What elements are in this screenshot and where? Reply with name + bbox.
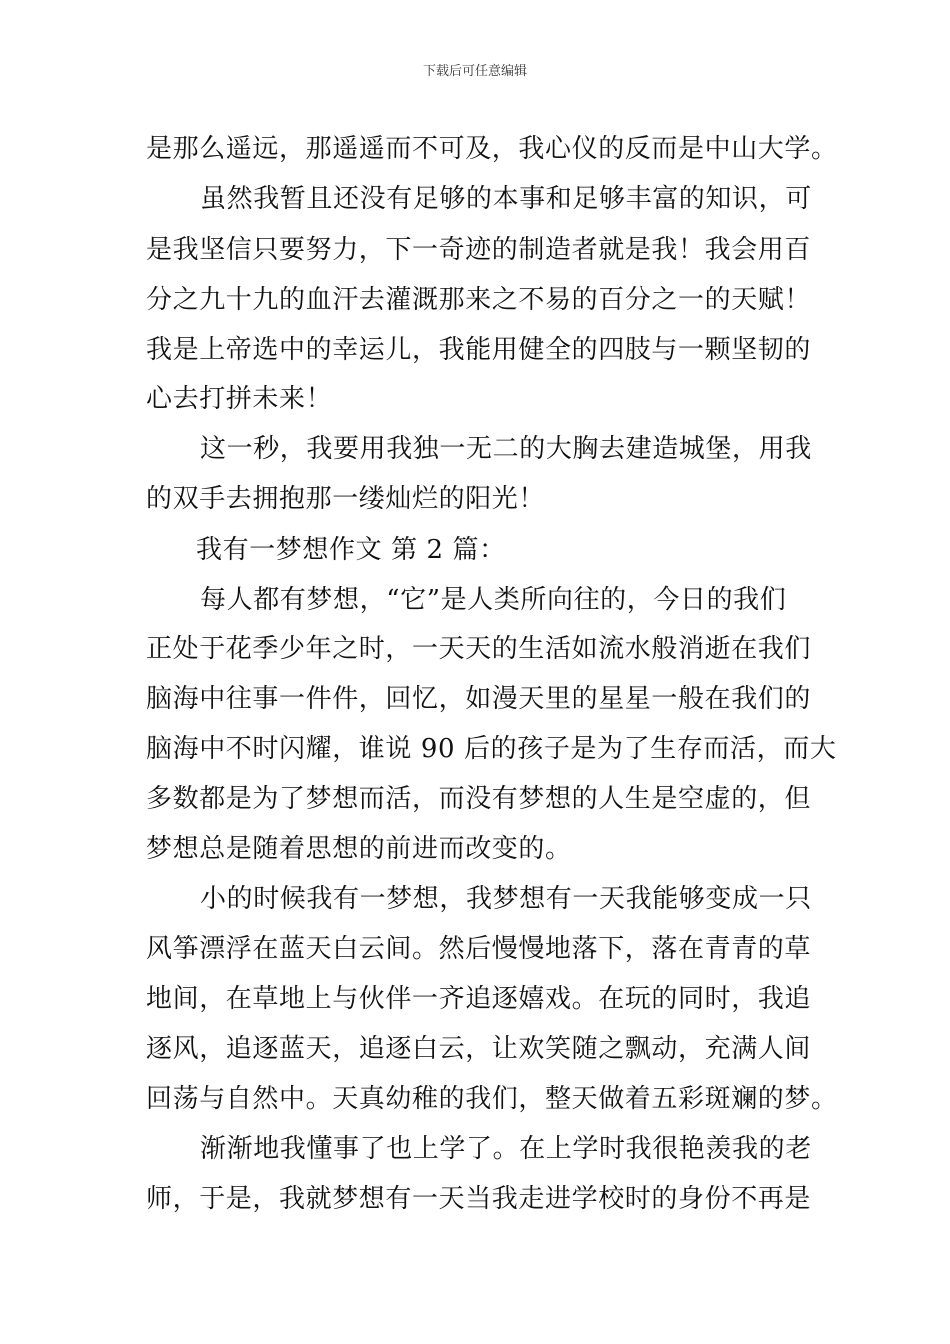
- text-line-21: 渐渐地我懂事了也上学了。在上学时我很艳羡我的老: [200, 1134, 812, 1164]
- text-line-7: 这一秒，我要用我独一无二的大胸去建造城堡，用我: [200, 434, 812, 464]
- text-line-12: 脑海中往事一件件，回忆，如漫天里的星星一般在我们的: [146, 684, 812, 714]
- text-line-20: 回荡与自然中。天真幼稚的我们，整天做着五彩斑斓的梦。: [146, 1084, 838, 1114]
- section-heading: 我有一梦想作文 第 2 篇：: [196, 535, 506, 565]
- text-line-4: 分之九十九的血汗去灌溉那来之不易的百分之一的天赋！: [146, 285, 812, 315]
- text-line-17: 风筝漂浮在蓝天白云间。然后慢慢地落下，落在青青的草: [146, 934, 812, 964]
- text-line-6: 心去打拼未来！: [146, 384, 333, 414]
- text-line-10: 每人都有梦想，“它”是人类所向往的，今日的我们: [200, 585, 787, 615]
- text-line-19: 逐风，追逐蓝天，追逐白云，让欢笑随之飘动，充满人间: [146, 1034, 812, 1064]
- text-line-5: 我是上帝选中的幸运儿，我能用健全的四肢与一颗坚韧的: [146, 335, 812, 365]
- text-line-14: 多数都是为了梦想而活，而没有梦想的人生是空虚的，但: [146, 784, 812, 814]
- text-line-1: 是那么遥远，那遥遥而不可及，我心仪的反而是中山大学。: [146, 134, 838, 164]
- text-line-11: 正处于花季少年之时，一天天的生活如流水般消逝在我们: [146, 634, 812, 664]
- text-line-13: 脑海中不时闪耀，谁说 90 后的孩子是为了生存而活，而大: [146, 734, 837, 764]
- text-line-2: 虽然我暂且还没有足够的本事和足够丰富的知识，可: [200, 184, 812, 214]
- text-line-8: 的双手去拥抱那一缕灿烂的阳光！: [146, 484, 546, 514]
- text-line-16: 小的时候我有一梦想，我梦想有一天我能够变成一只: [200, 884, 812, 914]
- text-line-15: 梦想总是随着思想的前进而改变的。: [146, 834, 572, 864]
- text-line-3: 是我坚信只要努力，下一奇迹的制造者就是我！我会用百: [146, 235, 812, 265]
- page-header: 下载后可任意编辑: [422, 64, 527, 79]
- text-line-22: 师，于是，我就梦想有一天当我走进学校时的身份不再是: [146, 1184, 812, 1214]
- text-line-18: 地间，在草地上与伙伴一齐追逐嬉戏。在玩的同时，我追: [146, 984, 812, 1014]
